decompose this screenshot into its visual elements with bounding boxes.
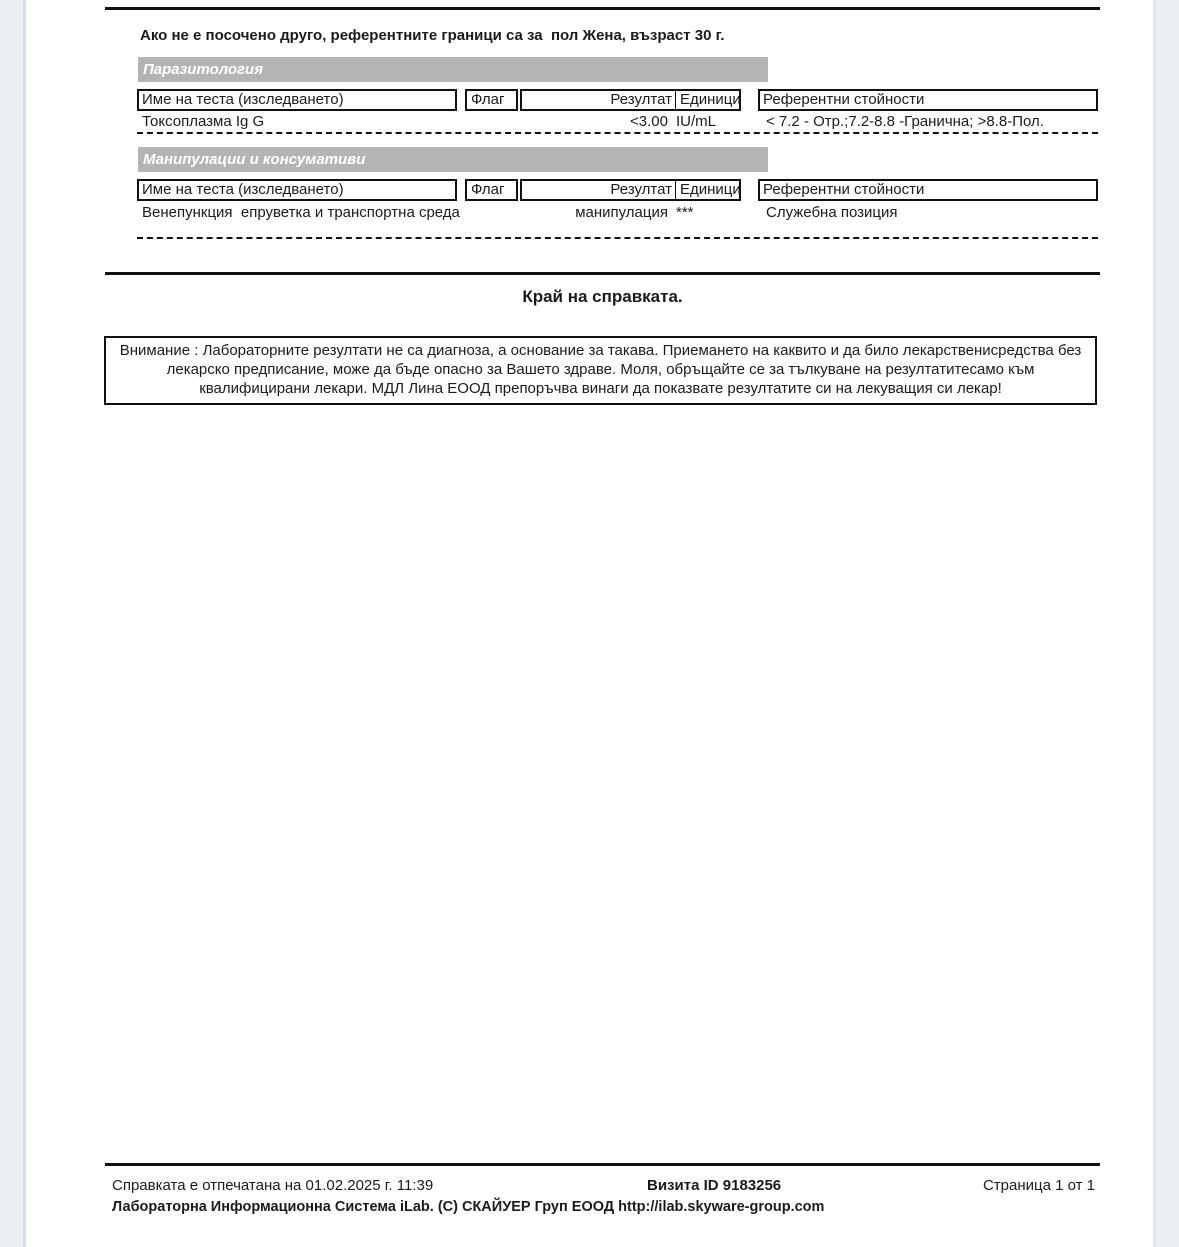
reference-cell: Служебна позиция [766, 204, 898, 221]
units-cell: IU/mL [676, 113, 717, 130]
viewer-right-gutter [1153, 0, 1179, 1247]
end-of-report-note: Край на справката. [522, 287, 683, 306]
result-cell: <3.00 [630, 113, 668, 130]
viewer-left-gutter [0, 0, 26, 1247]
section-header-parasitology: Паразитология [138, 57, 768, 82]
table-header-row [105, 89, 1100, 112]
column-header-reference: Референтни стойности [758, 89, 1098, 111]
units-cell: *** [676, 204, 694, 221]
footer-rule [105, 1163, 1100, 1166]
reference-cell: < 7.2 - Отр.;7.2-8.8 -Гранична; >8.8-Пол. [766, 113, 1044, 130]
disclaimer-box: Внимание : Лабораторните резултати не са диагноза, а основание за такава. Приемането на каквито и да било лекарственисредства без лекарско предписание, може да бъде опасно за Вашето здраве. Моля, обръщайте се за тълкуване на резултатитесамо към квалифицирани лекари. МДЛ Лина ЕООД препоръчва винаги да показвате резултатите си на лекуващия си лекар! [104, 336, 1097, 405]
column-header-test-name: Име на теста (изследването) [137, 89, 457, 111]
row-separator-dashed [137, 132, 1098, 134]
top-rule [105, 7, 1100, 10]
footer-printed-timestamp: Справката е отпечатана на 01.02.2025 г. 11:39 [112, 1177, 434, 1194]
section-header-manipulations: Манипулации и консумативи [138, 147, 768, 172]
column-header-units: Единици [680, 91, 741, 108]
reference-ranges-note: Ако не е посочено друго, референтните граници са за пол Жена, възраст 30 г. [140, 27, 725, 44]
column-header-flag: Флаг [465, 89, 518, 111]
footer-system-info: Лабораторна Информационна Система iLab. (С) СКАЙУЕР Груп ЕООД http://ilab.skyware-group.com [112, 1199, 825, 1215]
test-name-cell: Венепункция епруветка и транспортна среда [142, 204, 460, 221]
row-separator-dashed [137, 237, 1098, 239]
result-cell: манипулация [575, 204, 668, 221]
end-of-report-rule [105, 272, 1100, 275]
column-header-result: Резултат [522, 91, 676, 109]
column-header-result-units [520, 179, 741, 201]
column-header-units: Единици [680, 181, 741, 198]
column-header-flag: Флаг [465, 179, 518, 201]
footer-visit-id: Визита ID 9183256 [647, 1177, 782, 1194]
report-document [105, 0, 1100, 1247]
footer-page-number: Страница 1 от 1 [982, 1177, 1095, 1194]
table-header-row [105, 179, 1100, 202]
column-header-test-name: Име на теста (изследването) [137, 179, 457, 201]
column-header-result-units [520, 89, 741, 111]
column-header-reference: Референтни стойности [758, 179, 1098, 201]
test-name-cell: Токсоплазма Ig G [142, 113, 265, 130]
column-header-result: Резултат [522, 181, 676, 199]
